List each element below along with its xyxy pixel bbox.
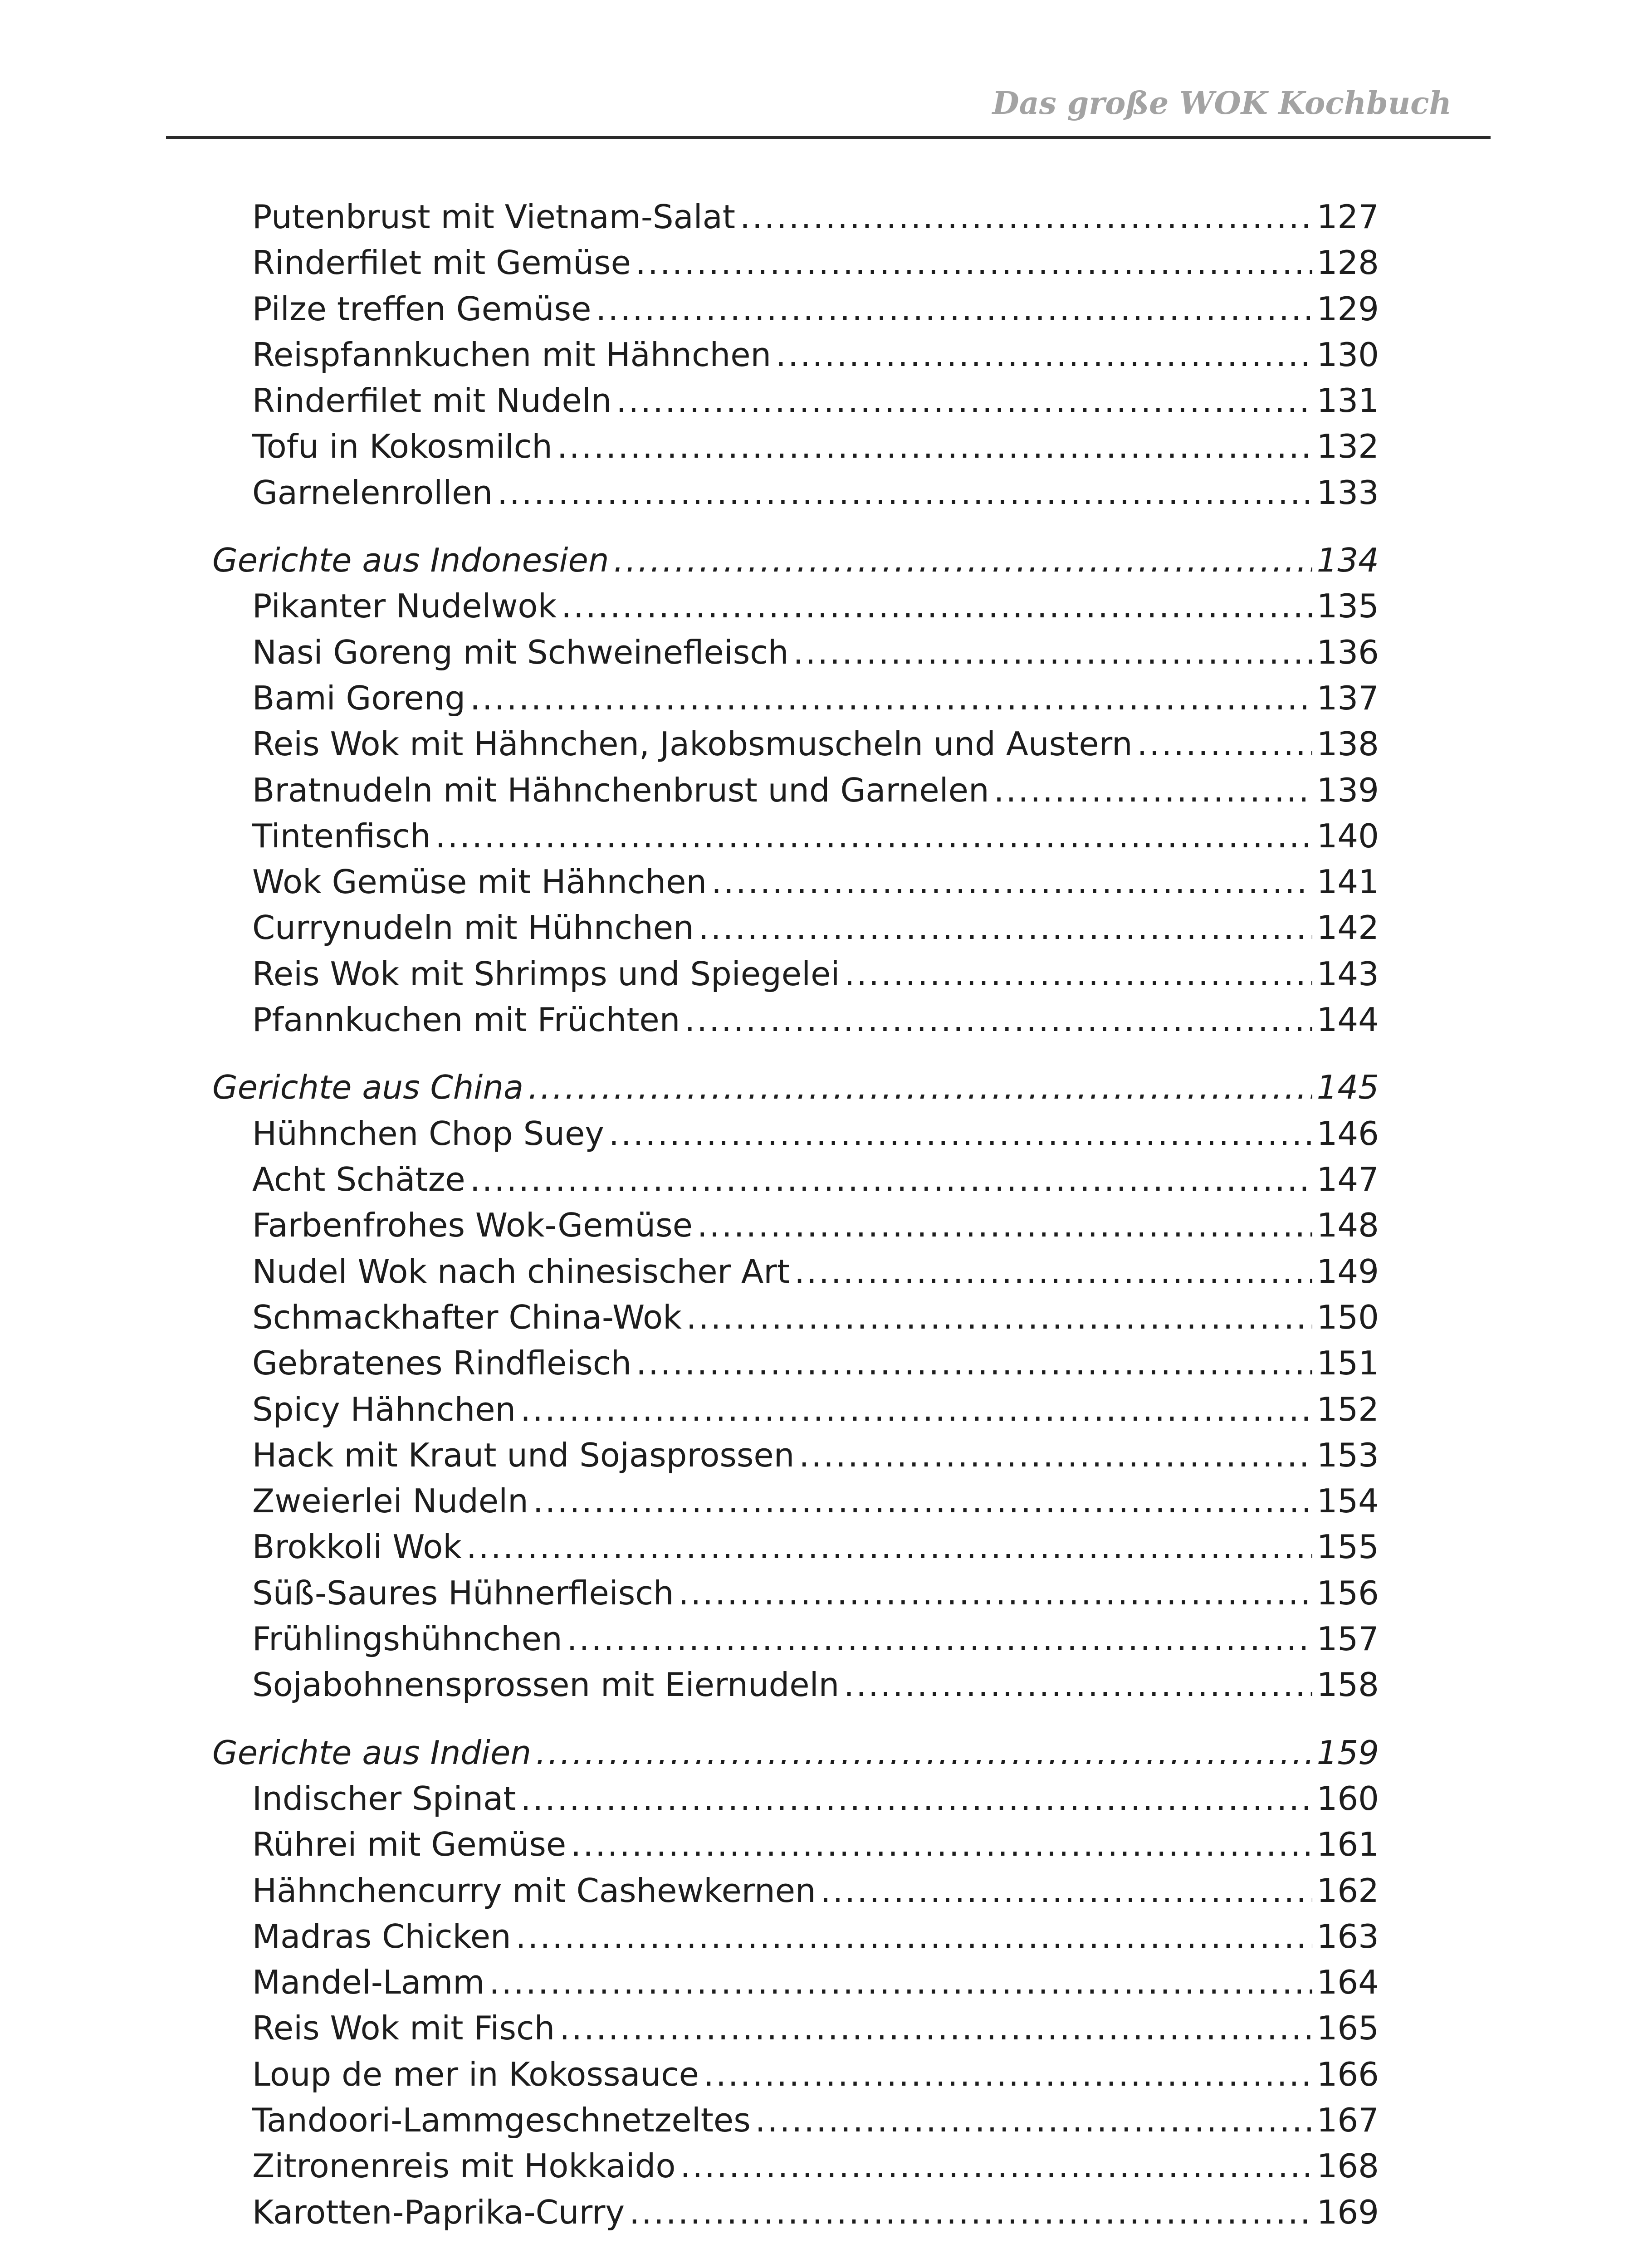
toc-page-number: 142 <box>1316 909 1379 947</box>
toc-entry <box>252 721 1379 767</box>
toc-page-number: 137 <box>1316 679 1379 717</box>
dot-leader <box>435 813 1312 859</box>
toc-entry-title: Pilze treffen Gemüse <box>252 290 592 328</box>
dot-leader <box>516 1914 1312 1960</box>
toc-entry-title: Schmackhafter China-Wok <box>252 1298 682 1336</box>
toc-page-number: 127 <box>1316 198 1379 236</box>
toc-entry <box>252 2052 1379 2097</box>
toc-page-number: 132 <box>1316 427 1379 465</box>
toc-entry-title: Garnelenrollen <box>252 474 493 512</box>
toc-page-number: 151 <box>1316 1344 1379 1382</box>
toc-page-number: 168 <box>1316 2147 1379 2185</box>
toc-page-number: 146 <box>1316 1114 1379 1153</box>
toc-page-number: 147 <box>1316 1160 1379 1198</box>
toc-page-number: 154 <box>1316 1482 1379 1520</box>
dot-leader <box>711 859 1312 905</box>
dot-leader <box>844 1662 1312 1708</box>
dot-leader <box>470 675 1312 721</box>
toc-entry-title: Indischer Spinat <box>252 1779 516 1818</box>
dot-leader <box>636 1340 1312 1386</box>
toc-entry-title: Hähnchencurry mit Cashewkernen <box>252 1872 816 1910</box>
toc-entry <box>252 1249 1379 1295</box>
dot-leader <box>697 1202 1312 1248</box>
toc-page-number: 156 <box>1316 1574 1379 1612</box>
dot-leader <box>536 1730 1312 1776</box>
toc-entry <box>252 997 1379 1043</box>
dot-leader <box>466 1524 1312 1570</box>
toc-entry-title: Pikanter Nudelwok <box>252 587 557 625</box>
toc-entry-title: Spicy Hähnchen <box>252 1390 516 1428</box>
toc-section-title: Gerichte aus China <box>212 1068 524 1106</box>
toc-entry-title: Nudel Wok nach chinesischer Art <box>252 1252 790 1290</box>
dot-leader <box>557 424 1312 469</box>
toc-page-number: 148 <box>1316 1206 1379 1244</box>
toc-page-number: 130 <box>1316 336 1379 374</box>
toc-entry <box>252 2190 1379 2235</box>
toc-entry-title: Hack mit Kraut und Sojasprossen <box>252 1436 795 1474</box>
toc-entry <box>252 240 1379 286</box>
dot-leader <box>533 1478 1312 1524</box>
toc-section-heading <box>212 1065 1379 1110</box>
toc-entry-title: Bratnudeln mit Hähnchenbrust und Garnelen <box>252 771 989 809</box>
toc-page-number: 163 <box>1316 1917 1379 1955</box>
toc-page-number: 141 <box>1316 863 1379 901</box>
toc-entry <box>252 194 1379 240</box>
dot-leader <box>489 1960 1312 2005</box>
dot-leader <box>704 2052 1312 2097</box>
dot-leader <box>679 1570 1312 1616</box>
toc-page-number: 165 <box>1316 2009 1379 2047</box>
dot-leader <box>528 1065 1312 1110</box>
toc-entry-title: Rinderfilet mit Nudeln <box>252 381 612 420</box>
dot-leader <box>567 1616 1312 1662</box>
toc-entry-title: Tandoori-Lammgeschnetzeltes <box>252 2101 751 2139</box>
toc-entry-title: Pfannkuchen mit Früchten <box>252 1001 680 1039</box>
toc-entry <box>252 1524 1379 1570</box>
toc-entry-title: Hühnchen Chop Suey <box>252 1114 604 1153</box>
dot-leader <box>571 1822 1312 1867</box>
toc-entry-title: Tintenfisch <box>252 817 431 855</box>
toc-entry <box>252 859 1379 905</box>
toc-entry-title: Karotten-Paprika-Curry <box>252 2193 625 2231</box>
toc-entry-title: Loup de mer in Kokossauce <box>252 2055 699 2093</box>
toc-page-number: 145 <box>1316 1068 1379 1106</box>
dot-leader <box>559 2005 1312 2051</box>
toc-entry <box>252 1914 1379 1960</box>
dot-leader <box>684 997 1312 1043</box>
toc-entry <box>252 1340 1379 1386</box>
toc-entry <box>252 951 1379 997</box>
toc-entry-title: Reis Wok mit Fisch <box>252 2009 555 2047</box>
toc-page-number: 143 <box>1316 955 1379 993</box>
dot-leader <box>776 332 1312 378</box>
toc-section-heading <box>212 538 1379 583</box>
toc-entry-title: Rührei mit Gemüse <box>252 1825 567 1863</box>
toc-entry <box>252 1960 1379 2005</box>
toc-entry <box>252 1478 1379 1524</box>
toc-section-heading <box>212 1730 1379 1776</box>
dot-leader <box>821 1868 1312 1914</box>
dot-leader <box>636 240 1312 286</box>
toc-page-number: 162 <box>1316 1872 1379 1910</box>
dot-leader <box>844 951 1312 997</box>
dot-leader <box>470 1157 1312 1202</box>
toc-page-number: 149 <box>1316 1252 1379 1290</box>
toc-page-number: 136 <box>1316 633 1379 671</box>
toc-page-number: 138 <box>1316 725 1379 763</box>
dot-leader <box>520 1776 1312 1822</box>
toc-page-number: 139 <box>1316 771 1379 809</box>
toc-entry-title: Zitronenreis mit Hokkaido <box>252 2147 676 2185</box>
toc-page-number: 135 <box>1316 587 1379 625</box>
toc-entry-title: Zweierlei Nudeln <box>252 1482 528 1520</box>
toc-entry <box>252 1295 1379 1340</box>
toc-entry <box>252 332 1379 378</box>
toc-page-number: 157 <box>1316 1620 1379 1658</box>
toc-entry-title: Süß-Saures Hühnerfleisch <box>252 1574 674 1612</box>
toc-entry <box>252 470 1379 516</box>
toc-entry <box>252 1616 1379 1662</box>
toc-page-number: 167 <box>1316 2101 1379 2139</box>
toc-page-number: 140 <box>1316 817 1379 855</box>
toc-entry <box>252 1387 1379 1432</box>
dot-leader <box>629 2190 1312 2235</box>
toc-entry-title: Currynudeln mit Hühnchen <box>252 909 694 947</box>
toc-entry-title: Tofu in Kokosmilch <box>252 427 552 465</box>
toc-entry-title: Gebratenes Rindfleisch <box>252 1344 632 1382</box>
dot-leader <box>799 1432 1312 1478</box>
dot-leader <box>596 286 1312 332</box>
toc-page-number: 161 <box>1316 1825 1379 1863</box>
toc-page-number: 131 <box>1316 381 1379 420</box>
toc-page-number: 169 <box>1316 2193 1379 2231</box>
toc-entry-title: Rinderfilet mit Gemüse <box>252 244 631 282</box>
toc-entry <box>252 767 1379 813</box>
toc-page-number: 164 <box>1316 1963 1379 2001</box>
toc-page-number: 158 <box>1316 1666 1379 1704</box>
toc-entry <box>252 583 1379 629</box>
toc-page-number: 144 <box>1316 1001 1379 1039</box>
toc-page-number: 134 <box>1316 541 1379 579</box>
toc-entry <box>252 1570 1379 1616</box>
toc-entry-title: Reis Wok mit Shrimps und Spiegelei <box>252 955 840 993</box>
toc-entry-title: Mandel-Lamm <box>252 1963 485 2001</box>
toc-entry <box>252 378 1379 424</box>
dot-leader <box>561 583 1312 629</box>
toc-entry-title: Putenbrust mit Vietnam-Salat <box>252 198 736 236</box>
toc-entry <box>252 1202 1379 1248</box>
dot-leader <box>520 1387 1312 1432</box>
toc-entry-title: Acht Schätze <box>252 1160 465 1198</box>
toc-entry <box>252 286 1379 332</box>
dot-leader <box>609 1111 1312 1157</box>
toc-page-number: 159 <box>1316 1734 1379 1772</box>
dot-leader <box>613 538 1312 583</box>
toc-entry <box>252 905 1379 951</box>
toc-entry-title: Bami Goreng <box>252 679 466 717</box>
toc-entry-title: Frühlingshühnchen <box>252 1620 562 1658</box>
toc-entry <box>252 1822 1379 1867</box>
toc-page-number: 160 <box>1316 1779 1379 1818</box>
running-header-title: Das große WOK Kochbuch <box>992 85 1452 122</box>
toc-page-number: 128 <box>1316 244 1379 282</box>
dot-leader <box>1137 721 1312 767</box>
toc-page-number: 133 <box>1316 474 1379 512</box>
toc-page-number: 166 <box>1316 2055 1379 2093</box>
dot-leader <box>686 1295 1312 1340</box>
dot-leader <box>740 194 1312 240</box>
toc-entry <box>252 1157 1379 1202</box>
dot-leader <box>616 378 1312 424</box>
toc-entry-title: Farbenfrohes Wok-Gemüse <box>252 1206 693 1244</box>
dot-leader <box>794 1249 1312 1295</box>
dot-leader <box>699 905 1312 951</box>
toc-entry <box>252 675 1379 721</box>
toc-entry <box>252 1111 1379 1157</box>
toc-entry <box>252 630 1379 675</box>
toc-entry <box>252 424 1379 469</box>
toc-entry <box>252 1432 1379 1478</box>
toc-entry-title: Nasi Goreng mit Schweinefleisch <box>252 633 789 671</box>
toc-page-number: 153 <box>1316 1436 1379 1474</box>
toc-entry-title: Brokkoli Wok <box>252 1528 462 1566</box>
toc-entry-title: Madras Chicken <box>252 1917 511 1955</box>
toc-entry <box>252 1868 1379 1914</box>
toc-page-number: 155 <box>1316 1528 1379 1566</box>
toc-entry <box>252 1662 1379 1708</box>
dot-leader <box>680 2143 1312 2189</box>
dot-leader <box>793 630 1312 675</box>
dot-leader <box>497 470 1312 516</box>
toc-entry <box>252 2005 1379 2051</box>
toc-entry <box>252 2097 1379 2143</box>
toc-section-title: Gerichte aus Indien <box>212 1734 531 1772</box>
toc-entry <box>252 1776 1379 1822</box>
toc-section-title: Gerichte aus Indonesien <box>212 541 609 579</box>
toc-entry-title: Wok Gemüse mit Hähnchen <box>252 863 707 901</box>
toc-entry-title: Sojabohnensprossen mit Eiernudeln <box>252 1666 840 1704</box>
toc-entry <box>252 2143 1379 2189</box>
toc-page-number: 152 <box>1316 1390 1379 1428</box>
dot-leader <box>994 767 1312 813</box>
toc-entry <box>252 813 1379 859</box>
toc-entry-title: Reis Wok mit Hähnchen, Jakobsmuscheln und Austern <box>252 725 1133 763</box>
toc-page-number: 150 <box>1316 1298 1379 1336</box>
toc-entry-title: Reispfannkuchen mit Hähnchen <box>252 336 772 374</box>
toc-page-number: 129 <box>1316 290 1379 328</box>
dot-leader <box>755 2097 1312 2143</box>
